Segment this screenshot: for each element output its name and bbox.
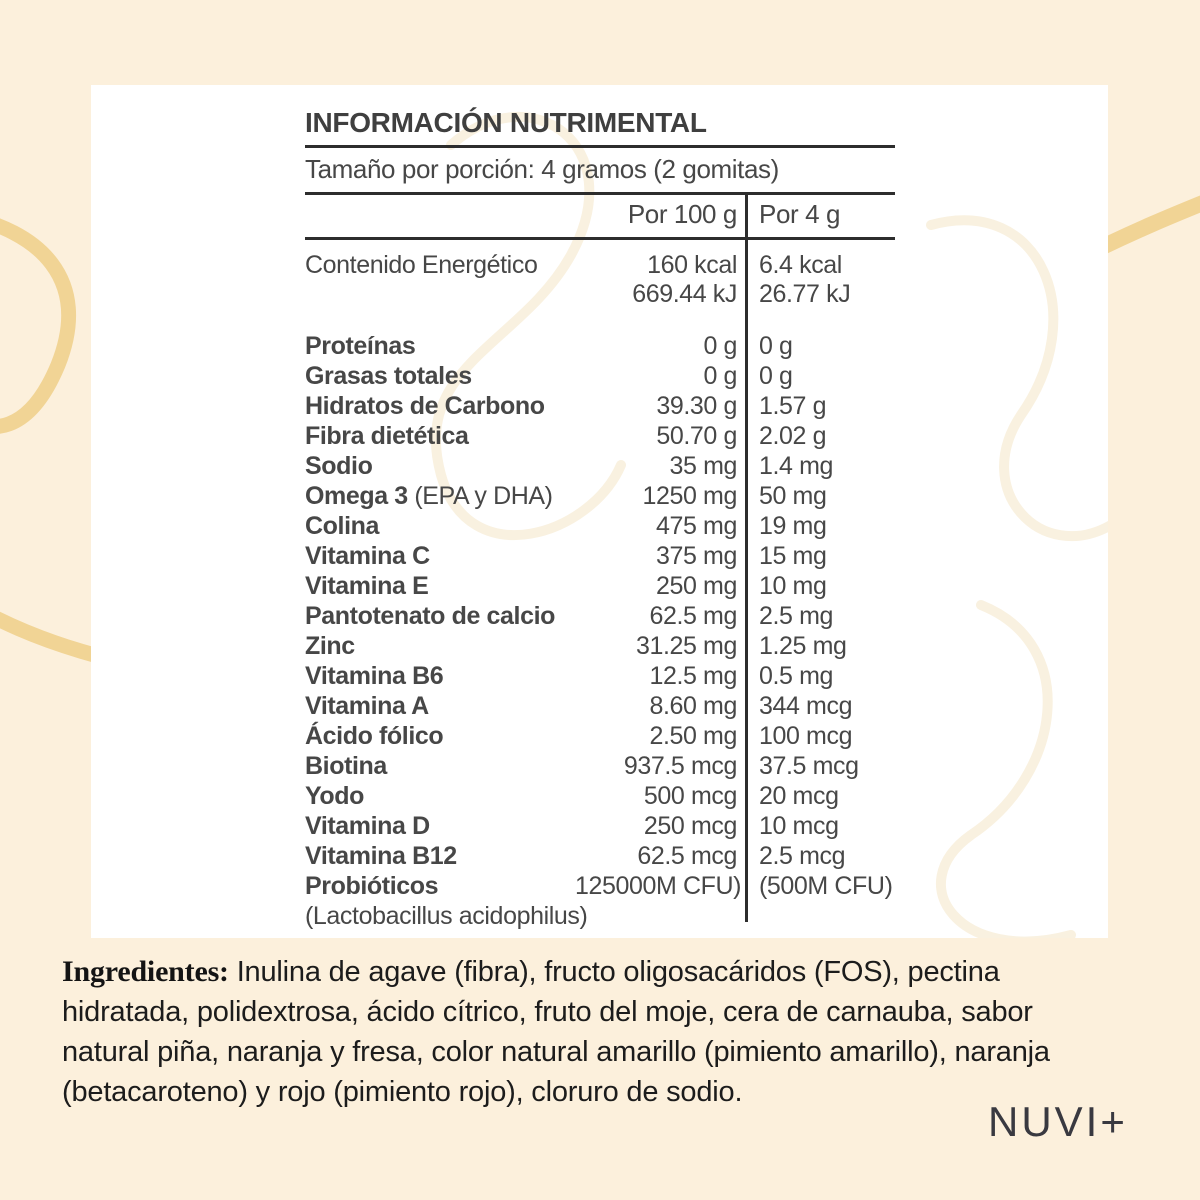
row-value-per-100g: 500 mcg <box>643 782 737 810</box>
row-label: Biotina <box>305 752 387 780</box>
row-value-per-100g: 31.25 mg <box>635 632 737 660</box>
table-row <box>305 481 895 511</box>
divider-line <box>305 237 895 240</box>
row-value-per-4g: 20 mcg <box>759 782 839 810</box>
row-value-per-4g: 1.57 g <box>759 392 827 420</box>
row-value-per-100g: 62.5 mcg <box>637 842 737 870</box>
row-value-per-4g: 2.02 g <box>759 422 827 450</box>
nutrient-rows <box>305 331 895 931</box>
row-label: Vitamina B12 <box>305 842 457 870</box>
row-value-per-4g: 100 mcg <box>759 722 853 750</box>
row-label: Vitamina B6 <box>305 662 444 690</box>
table-row <box>305 631 895 661</box>
nuvi-logo: NUVI+ <box>988 1098 1128 1145</box>
row-value-per-4g: 0.5 mg <box>759 662 834 690</box>
ingredients-section <box>62 952 1142 1112</box>
row-value-per-100g: 8.60 mg <box>649 692 737 720</box>
nutrition-label-card <box>91 85 1108 938</box>
row-value-per-100g: 0 g <box>703 362 737 390</box>
table-row <box>305 571 895 601</box>
table-row <box>305 451 895 481</box>
table-row <box>305 661 895 691</box>
row-value-per-100g: 475 mg <box>656 512 737 540</box>
row-value-per-100g: 0 g <box>703 332 737 360</box>
row-label: Hidratos de Carbono <box>305 392 545 420</box>
row-label: Colina <box>305 512 379 540</box>
row-value-per-4g: 6.4 kcal 26.77 kJ <box>759 251 851 308</box>
row-value-per-4g: 344 mcg <box>759 692 853 720</box>
table-row <box>305 691 895 721</box>
table-row <box>305 721 895 751</box>
row-value-per-4g: 37.5 mcg <box>759 752 859 780</box>
ingredients-line: natural piña, naranja y fresa, color natural amarillo (pimiento amarillo), naranja <box>62 1036 1050 1068</box>
row-value-per-4g: 0 g <box>759 332 793 360</box>
row-value-per-100g: 250 mg <box>656 572 737 600</box>
table-row <box>305 511 895 541</box>
left-loop-swirl <box>0 215 69 427</box>
row-label: Yodo <box>305 782 365 810</box>
table-row <box>305 811 895 841</box>
row-value-per-100g: 50.70 g <box>656 422 737 450</box>
table-row <box>305 751 895 781</box>
row-value-per-4g: 0 g <box>759 362 793 390</box>
column-header-per-4g: Por 4 g <box>759 199 841 229</box>
row-value-per-100g: 12.5 mg <box>649 662 737 690</box>
row-label: Vitamina D <box>305 812 430 840</box>
row-value-per-4g: 15 mg <box>759 542 827 570</box>
row-value-per-4g: 10 mcg <box>759 812 839 840</box>
row-value-per-4g: 10 mg <box>759 572 827 600</box>
row-label: Sodio <box>305 452 373 480</box>
divider-line <box>305 192 895 195</box>
row-value-per-100g: 62.5 mg <box>649 602 737 630</box>
row-value-per-100g: 125000M CFU) <box>575 872 742 900</box>
table-body <box>305 251 895 931</box>
ingredients-line: hidratada, polidextrosa, ácido cítrico, fruto del moje, cera de carnauba, sabor <box>62 996 1033 1028</box>
row-label: Grasas totales <box>305 362 472 390</box>
row-value-per-4g: 1.25 mg <box>759 632 847 660</box>
row-label: Probióticos (Lactobacillus acidophilus) <box>305 872 588 930</box>
ingredients-label: Ingredientes: <box>62 955 229 988</box>
table-row <box>305 601 895 631</box>
row-label: Zinc <box>305 632 355 660</box>
row-value-per-100g: 937.5 mcg <box>623 752 737 780</box>
row-value-per-100g: 160 kcal 669.44 kJ <box>632 251 737 308</box>
row-value-per-4g: (500M CFU) <box>759 872 893 900</box>
row-label: Fibra dietética <box>305 422 469 450</box>
row-label: Pantotenato de calcio <box>305 602 555 630</box>
row-value-per-4g: 2.5 mg <box>759 602 834 630</box>
ingredients-line: (betacaroteno) y rojo (pimiento rojo), cloruro de sodio. <box>62 1076 743 1108</box>
row-label: Contenido Energético <box>305 251 538 279</box>
table-row <box>305 391 895 421</box>
table-row <box>305 781 895 811</box>
row-value-per-100g: 2.50 mg <box>649 722 737 750</box>
table-row <box>305 421 895 451</box>
row-value-per-100g: 39.30 g <box>656 392 737 420</box>
table-row <box>305 871 895 931</box>
row-value-per-100g: 250 mcg <box>643 812 737 840</box>
faint-swirl-path <box>931 220 1108 536</box>
divider-line <box>305 145 895 148</box>
row-value-per-100g: 375 mg <box>656 542 737 570</box>
row-value-per-4g: 19 mg <box>759 512 827 540</box>
table-row-energy <box>305 251 895 309</box>
row-label: Omega 3 (EPA y DHA) <box>305 482 553 510</box>
row-label: Proteínas <box>305 332 416 360</box>
table-row <box>305 331 895 361</box>
row-value-per-100g: 1250 mg <box>642 482 737 510</box>
row-label: Ácido fólico <box>305 722 444 750</box>
row-value-per-4g: 2.5 mcg <box>759 842 846 870</box>
faint-swirl-path <box>941 605 1071 938</box>
ingredients-line: Ingredientes: Inulina de agave (fibra), fructo oligosacáridos (FOS), pectina <box>62 955 1000 988</box>
table-title: INFORMACIÓN NUTRIMENTAL <box>305 107 707 138</box>
table-row <box>305 361 895 391</box>
column-headers <box>305 199 895 230</box>
serving-size-text: Tamaño por porción: 4 gramos (2 gomitas) <box>305 154 779 184</box>
row-label: Vitamina E <box>305 572 429 600</box>
row-label: Vitamina A <box>305 692 429 720</box>
column-header-per-100g: Por 100 g <box>627 199 737 229</box>
table-row <box>305 541 895 571</box>
row-value-per-4g: 1.4 mg <box>759 452 834 480</box>
row-label: Vitamina C <box>305 542 430 570</box>
row-value-per-4g: 50 mg <box>759 482 827 510</box>
row-value-per-100g: 35 mg <box>669 452 737 480</box>
table-row <box>305 841 895 871</box>
